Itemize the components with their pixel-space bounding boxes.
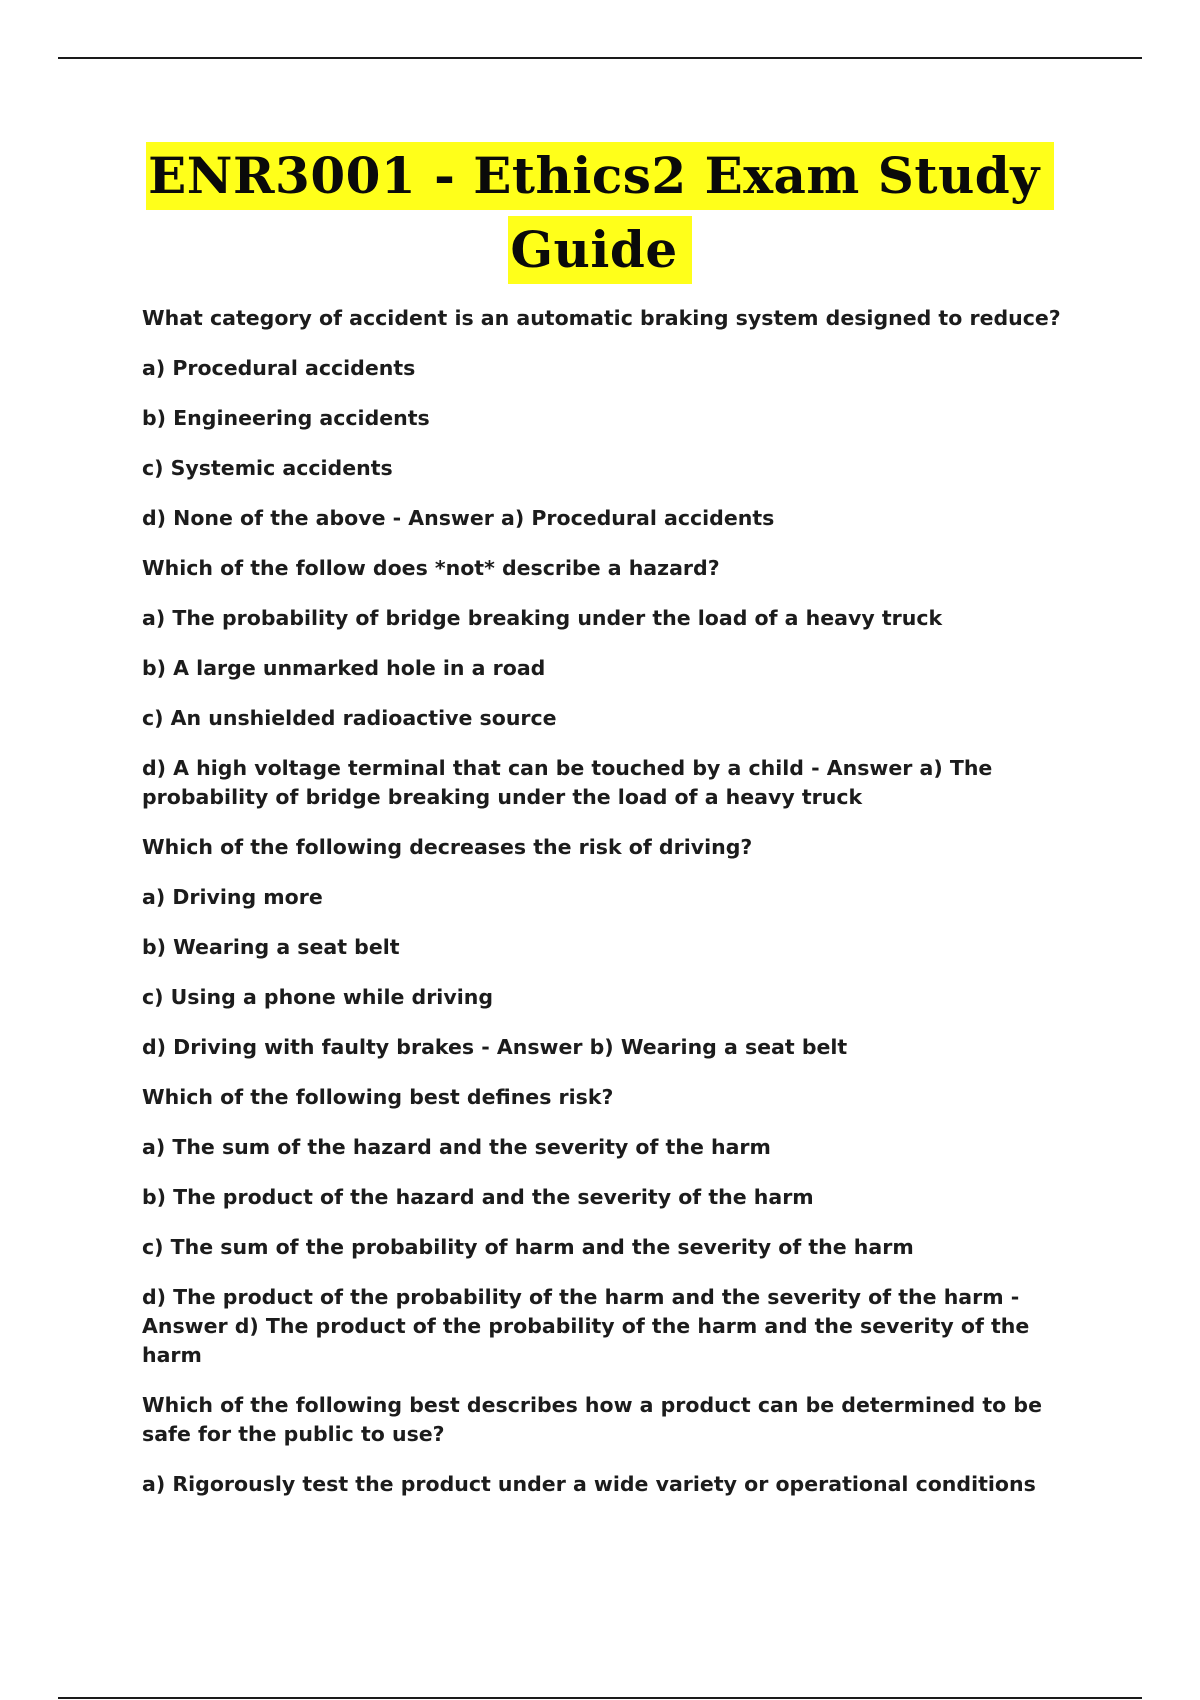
document-title (0, 142, 1200, 284)
question-5: Which of the following best describes how a product can be determined to be safe for the public to use? (142, 1393, 1042, 1446)
option-1b: b) Engineering accidents (142, 406, 430, 430)
option-4d-answer: d) The product of the probability of the harm and the severity of the harm - Answer d) The product of the probability of the harm and the severity of the harm (142, 1285, 1030, 1367)
question-1: What category of accident is an automatic braking system designed to reduce? (142, 306, 1061, 330)
option-3a: a) Driving more (142, 885, 323, 909)
option-1d-answer: d) None of the above - Answer a) Procedural accidents (142, 506, 775, 530)
title-line-2: Guide (508, 216, 691, 284)
title-line-1: ENR3001 - Ethics2 Exam Study (146, 142, 1054, 210)
option-2a: a) The probability of bridge breaking under the load of a heavy truck (142, 606, 943, 630)
option-2c: c) An unshielded radioactive source (142, 706, 557, 730)
option-4b: b) The product of the hazard and the severity of the harm (142, 1185, 814, 1209)
bottom-rule (58, 1697, 1142, 1699)
option-1c: c) Systemic accidents (142, 456, 393, 480)
option-4a: a) The sum of the hazard and the severity of the harm (142, 1135, 771, 1159)
option-3c: c) Using a phone while driving (142, 985, 493, 1009)
question-4: Which of the following best defines risk? (142, 1085, 614, 1109)
question-2: Which of the follow does *not* describe a hazard? (142, 556, 720, 580)
option-4c: c) The sum of the probability of harm and the severity of the harm (142, 1235, 914, 1259)
top-rule (58, 57, 1142, 59)
option-2b: b) A large unmarked hole in a road (142, 656, 546, 680)
option-2d-answer: d) A high voltage terminal that can be touched by a child - Answer a) The probability of bridge breaking under the load of a heavy truck (142, 756, 993, 809)
option-3b: b) Wearing a seat belt (142, 935, 400, 959)
option-1a: a) Procedural accidents (142, 356, 416, 380)
document-body (142, 304, 1082, 1520)
option-5a: a) Rigorously test the product under a wide variety or operational conditions (142, 1472, 1036, 1496)
option-3d-answer: d) Driving with faulty brakes - Answer b) Wearing a seat belt (142, 1035, 848, 1059)
question-3: Which of the following decreases the risk of driving? (142, 835, 753, 859)
